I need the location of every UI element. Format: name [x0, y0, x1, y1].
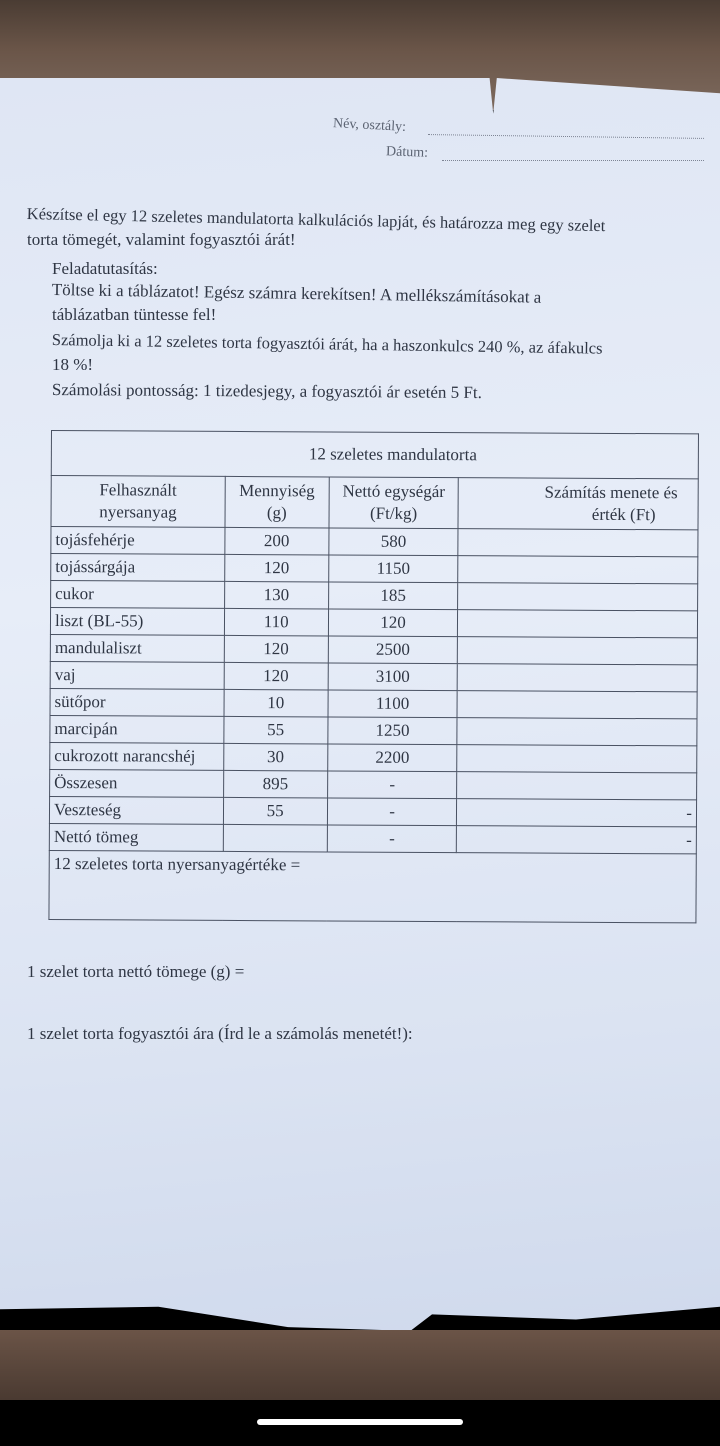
raw-material-value-label: 12 szeletes torta nyersanyagértéke = — [49, 850, 696, 922]
table-row — [50, 688, 697, 718]
price-value: 2200 — [327, 744, 457, 772]
instruction-line-5: Számolási pontosság: 1 tizedesjegy, a fogyasztói ár esetén 5 Ft. — [51, 380, 482, 403]
price-value: 120 — [328, 609, 458, 637]
quantity-value: 110 — [224, 608, 328, 636]
task-line-1: Készítse el egy 12 szeletes mandulatorta kalkulációs lapját, és határozza meg egy szelet — [26, 204, 606, 236]
quantity-value: 120 — [224, 662, 328, 690]
instructions-subheading: Feladatutasítás: — [52, 259, 158, 278]
price-value: 185 — [328, 582, 458, 610]
price-value: 1150 — [328, 555, 458, 583]
calculation-cell — [458, 664, 698, 692]
instruction-line-4: 18 %! — [52, 355, 94, 374]
column-header-quantity: Mennyiség (g) — [225, 476, 329, 528]
loss-label: Veszteség — [49, 796, 223, 824]
name-label: Név, osztály: — [332, 116, 407, 135]
home-indicator[interactable] — [257, 1419, 463, 1425]
quantity-value: 120 — [224, 635, 328, 663]
calculation-cell — [457, 745, 697, 773]
table-row — [50, 742, 697, 772]
instruction-line-1: Töltse ki a táblázatot! Egész számra kerekítsen! A mellékszámításokat a — [51, 280, 542, 307]
net-weight-row — [49, 823, 696, 853]
quantity-value: 120 — [224, 554, 328, 582]
table-row — [51, 554, 698, 584]
total-price: - — [327, 771, 457, 799]
ingredient-name: mandulaliszt — [50, 634, 224, 662]
table-title: 12 szeletes mandulatorta — [51, 431, 698, 479]
calculation-cell — [457, 691, 697, 719]
quantity-value: 200 — [225, 527, 329, 555]
instruction-line-2: táblázatban tüntesse fel! — [52, 305, 217, 324]
total-calculation-cell — [457, 772, 697, 800]
quantity-value: 130 — [224, 581, 328, 609]
calculation-cell — [458, 556, 698, 584]
loss-price: - — [327, 798, 457, 826]
column-header-price: Nettó egységár (Ft/kg) — [329, 477, 459, 529]
question-consumer-price: 1 szelet torta fogyasztói ára (Írd le a számolás menetét!): — [27, 1024, 413, 1043]
net-weight-label: Nettó tömeg — [49, 823, 223, 851]
table-row — [51, 581, 698, 611]
table-row — [50, 715, 697, 745]
net-weight-calculation: - — [457, 826, 697, 854]
loss-calculation: - — [457, 799, 697, 827]
column-header-ingredient: Felhasznált nyersanyag — [51, 476, 225, 528]
price-value: 1250 — [328, 717, 458, 745]
table-row — [50, 608, 697, 638]
ingredient-name: sütőpor — [50, 688, 224, 716]
loss-quantity: 55 — [223, 797, 327, 825]
ingredients-table — [48, 430, 699, 923]
column-header-calculation: Számítás menete és érték (Ft) — [458, 478, 698, 530]
table-row — [51, 527, 698, 557]
date-label: Dátum: — [385, 144, 429, 161]
ingredient-name: cukrozott narancshéj — [50, 742, 224, 770]
total-row — [50, 769, 697, 799]
ingredient-name: marcipán — [50, 715, 224, 743]
net-weight-quantity — [223, 824, 327, 852]
price-value: 580 — [329, 528, 459, 556]
table-row — [50, 661, 697, 691]
ingredient-name: cukor — [51, 581, 225, 609]
quantity-value: 10 — [224, 689, 328, 717]
ingredient-name: vaj — [50, 661, 224, 689]
table-row — [50, 634, 697, 664]
calculation-cell — [458, 583, 698, 611]
date-dotted-line — [442, 160, 704, 161]
price-value: 3100 — [328, 663, 458, 691]
loss-row — [49, 796, 696, 826]
ingredient-name: tojásfehérje — [51, 527, 225, 555]
instruction-line-3: Számolja ki a 12 szeletes torta fogyasztói árát, ha a haszonkulcs 240 %, az áfakulcs — [51, 330, 603, 358]
total-quantity: 895 — [223, 770, 327, 798]
calculation-cell — [458, 637, 698, 665]
quantity-value: 55 — [224, 716, 328, 744]
price-value: 2500 — [328, 636, 458, 664]
calculation-cell — [457, 718, 697, 746]
task-line-2: torta tömegét, valamint fogyasztói árát! — [27, 230, 296, 249]
ingredient-name: liszt (BL-55) — [50, 608, 224, 636]
quantity-value: 30 — [223, 743, 327, 771]
total-label: Összesen — [50, 769, 224, 797]
calculation-cell — [458, 529, 698, 557]
price-value: 1100 — [328, 690, 458, 718]
ingredient-name: tojássárgája — [51, 554, 225, 582]
background-bottom — [0, 1330, 720, 1400]
calculation-cell — [458, 610, 698, 638]
question-net-weight: 1 szelet torta nettó tömege (g) = — [27, 962, 245, 981]
net-weight-price: - — [327, 825, 457, 853]
